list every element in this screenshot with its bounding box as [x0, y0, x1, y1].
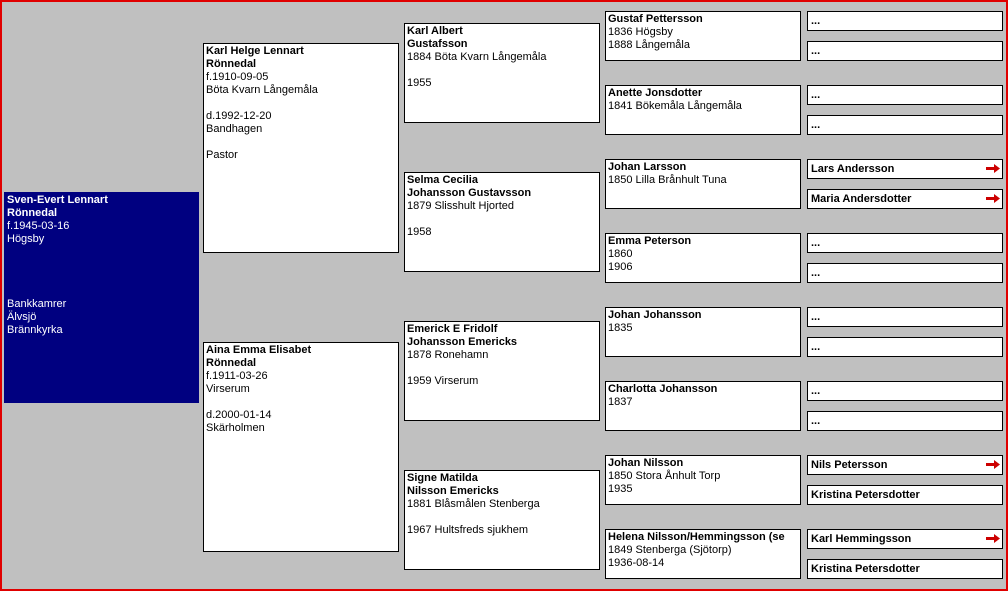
person-box-gen4[interactable]	[605, 381, 801, 431]
ancestor-name: ...	[811, 415, 821, 427]
occupation: Bankkamrer	[7, 298, 67, 310]
person-box-gen3[interactable]	[404, 23, 600, 123]
ancestor-name: ...	[811, 385, 821, 397]
person-box-gen4[interactable]	[605, 159, 801, 209]
death-info: 1959 Virserum	[407, 375, 479, 387]
person-box-gen4[interactable]	[605, 233, 801, 283]
arrow-right-icon[interactable]	[986, 459, 1000, 470]
birth-info: 1850 Stora Ånhult Torp	[608, 470, 721, 482]
birth-place: Virserum	[206, 383, 250, 395]
ancestor-slot[interactable]	[807, 263, 1003, 283]
death-info: 1958	[407, 226, 432, 238]
ancestor-slot[interactable]	[807, 485, 1003, 505]
person-name: Emerick E Fridolf	[407, 323, 498, 335]
person-surname: Rönnedal	[7, 207, 58, 219]
ancestor-name: Maria Andersdotter	[811, 193, 912, 205]
death-place: Bandhagen	[206, 123, 263, 135]
person-name: Helena Nilsson/Hemmingsson (se	[608, 531, 785, 543]
ancestor-slot[interactable]	[807, 411, 1003, 431]
death-info: 1935	[608, 483, 633, 495]
person-name: Charlotta Johansson	[608, 383, 718, 395]
ancestor-slot[interactable]	[807, 559, 1003, 579]
ancestor-slot[interactable]	[807, 41, 1003, 61]
ancestor-name: Karl Hemmingsson	[811, 533, 912, 545]
person-surname: Johansson Gustavsson	[407, 187, 532, 199]
person-surname: Johansson Emericks	[407, 336, 518, 348]
person-box-gen4[interactable]	[605, 455, 801, 505]
ancestor-name: ...	[811, 45, 821, 57]
ancestor-name: Kristina Petersdotter	[811, 563, 920, 575]
ancestor-slot[interactable]	[807, 189, 1003, 209]
death-info: 1936-08-14	[608, 557, 665, 569]
arrow-right-icon[interactable]	[986, 193, 1000, 204]
death-info	[608, 409, 798, 422]
ancestor-name: ...	[811, 311, 821, 323]
person-box-gen3[interactable]	[404, 321, 600, 421]
person-name: Gustaf Pettersson	[608, 13, 703, 25]
ancestor-slot[interactable]	[807, 85, 1003, 105]
person-name: Signe Matilda	[407, 472, 478, 484]
birth-place: Böta Kvarn Långemåla	[206, 84, 318, 96]
person-name: Sven-Evert Lennart	[7, 194, 108, 206]
death-info: 1955	[407, 77, 432, 89]
person-box-gen4[interactable]	[605, 85, 801, 135]
ancestor-slot[interactable]	[807, 307, 1003, 327]
death-info	[608, 113, 798, 126]
birth-info: 1879 Slisshult Hjorted	[407, 200, 515, 212]
death-info: 1906	[608, 261, 633, 273]
person-box-gen4[interactable]	[605, 529, 801, 579]
person-box-mother[interactable]	[203, 342, 399, 552]
person-name: Anette Jonsdotter	[608, 87, 703, 99]
ancestor-name: Nils Petersson	[811, 459, 888, 471]
person-name: Karl Albert	[407, 25, 463, 37]
ancestor-name: ...	[811, 89, 821, 101]
birth-info: 1878 Ronehamn	[407, 349, 489, 361]
birth-date: f.1945-03-16	[7, 220, 70, 232]
death-date: d.1992-12-20	[206, 110, 272, 122]
ancestor-name: Lars Andersson	[811, 163, 895, 175]
birth-info: 1849 Stenberga (Sjötorp)	[608, 544, 732, 556]
ancestor-slot[interactable]	[807, 337, 1003, 357]
person-name: Johan Larsson	[608, 161, 687, 173]
arrow-right-icon[interactable]	[986, 163, 1000, 174]
death-info	[608, 187, 798, 200]
ancestor-slot[interactable]	[807, 233, 1003, 253]
person-surname: Gustafsson	[407, 38, 468, 50]
ancestor-name: ...	[811, 119, 821, 131]
birth-info: 1837	[608, 396, 633, 408]
residence: Älvsjö	[7, 311, 37, 323]
person-box-gen4[interactable]	[605, 307, 801, 357]
birth-date: f.1911-03-26	[206, 370, 268, 382]
ancestor-name: ...	[811, 341, 821, 353]
person-surname: Nilsson Emericks	[407, 485, 499, 497]
ancestor-name: ...	[811, 15, 821, 27]
person-name: Karl Helge Lennart	[206, 45, 304, 57]
ancestor-name: Kristina Petersdotter	[811, 489, 920, 501]
person-name: Johan Johansson	[608, 309, 702, 321]
ancestor-slot[interactable]	[807, 159, 1003, 179]
death-date: d.2000-01-14	[206, 409, 272, 421]
person-name: Emma Peterson	[608, 235, 692, 247]
birth-info: 1841 Bökemåla Långemåla	[608, 100, 742, 112]
person-box-gen3[interactable]	[404, 172, 600, 272]
death-info: 1888 Långemåla	[608, 39, 690, 51]
ancestor-slot[interactable]	[807, 115, 1003, 135]
person-box-gen3[interactable]	[404, 470, 600, 570]
birth-date: f.1910-09-05	[206, 71, 269, 83]
parish: Brännkyrka	[7, 324, 63, 336]
death-place: Skärholmen	[206, 422, 265, 434]
death-info	[608, 335, 798, 348]
birth-info: 1884 Böta Kvarn Långemåla	[407, 51, 547, 63]
person-name: Selma Cecilia	[407, 174, 478, 186]
person-name: Aina Emma Elisabet	[206, 344, 312, 356]
birth-info: 1850 Lilla Brånhult Tuna	[608, 174, 727, 186]
ancestor-slot[interactable]	[807, 381, 1003, 401]
death-info: 1967 Hultsfreds sjukhem	[407, 524, 529, 536]
ancestor-slot[interactable]	[807, 529, 1003, 549]
birth-place: Högsby	[7, 233, 45, 245]
birth-info: 1860	[608, 248, 633, 260]
person-box-father[interactable]	[203, 43, 399, 253]
birth-info: 1881 Blåsmålen Stenberga	[407, 498, 540, 510]
occupation: Pastor	[206, 149, 238, 161]
person-box-gen4[interactable]	[605, 11, 801, 61]
arrow-right-icon[interactable]	[986, 533, 1000, 544]
birth-info: 1836 Högsby	[608, 26, 673, 38]
birth-info: 1835	[608, 322, 633, 334]
person-name: Johan Nilsson	[608, 457, 684, 469]
person-surname: Rönnedal	[206, 58, 257, 70]
person-surname: Rönnedal	[206, 357, 257, 369]
ancestor-slot[interactable]	[807, 455, 1003, 475]
ancestor-name: ...	[811, 237, 821, 249]
ancestor-name: ...	[811, 267, 821, 279]
person-box-root[interactable]	[4, 192, 199, 403]
ancestor-slot[interactable]	[807, 11, 1003, 31]
